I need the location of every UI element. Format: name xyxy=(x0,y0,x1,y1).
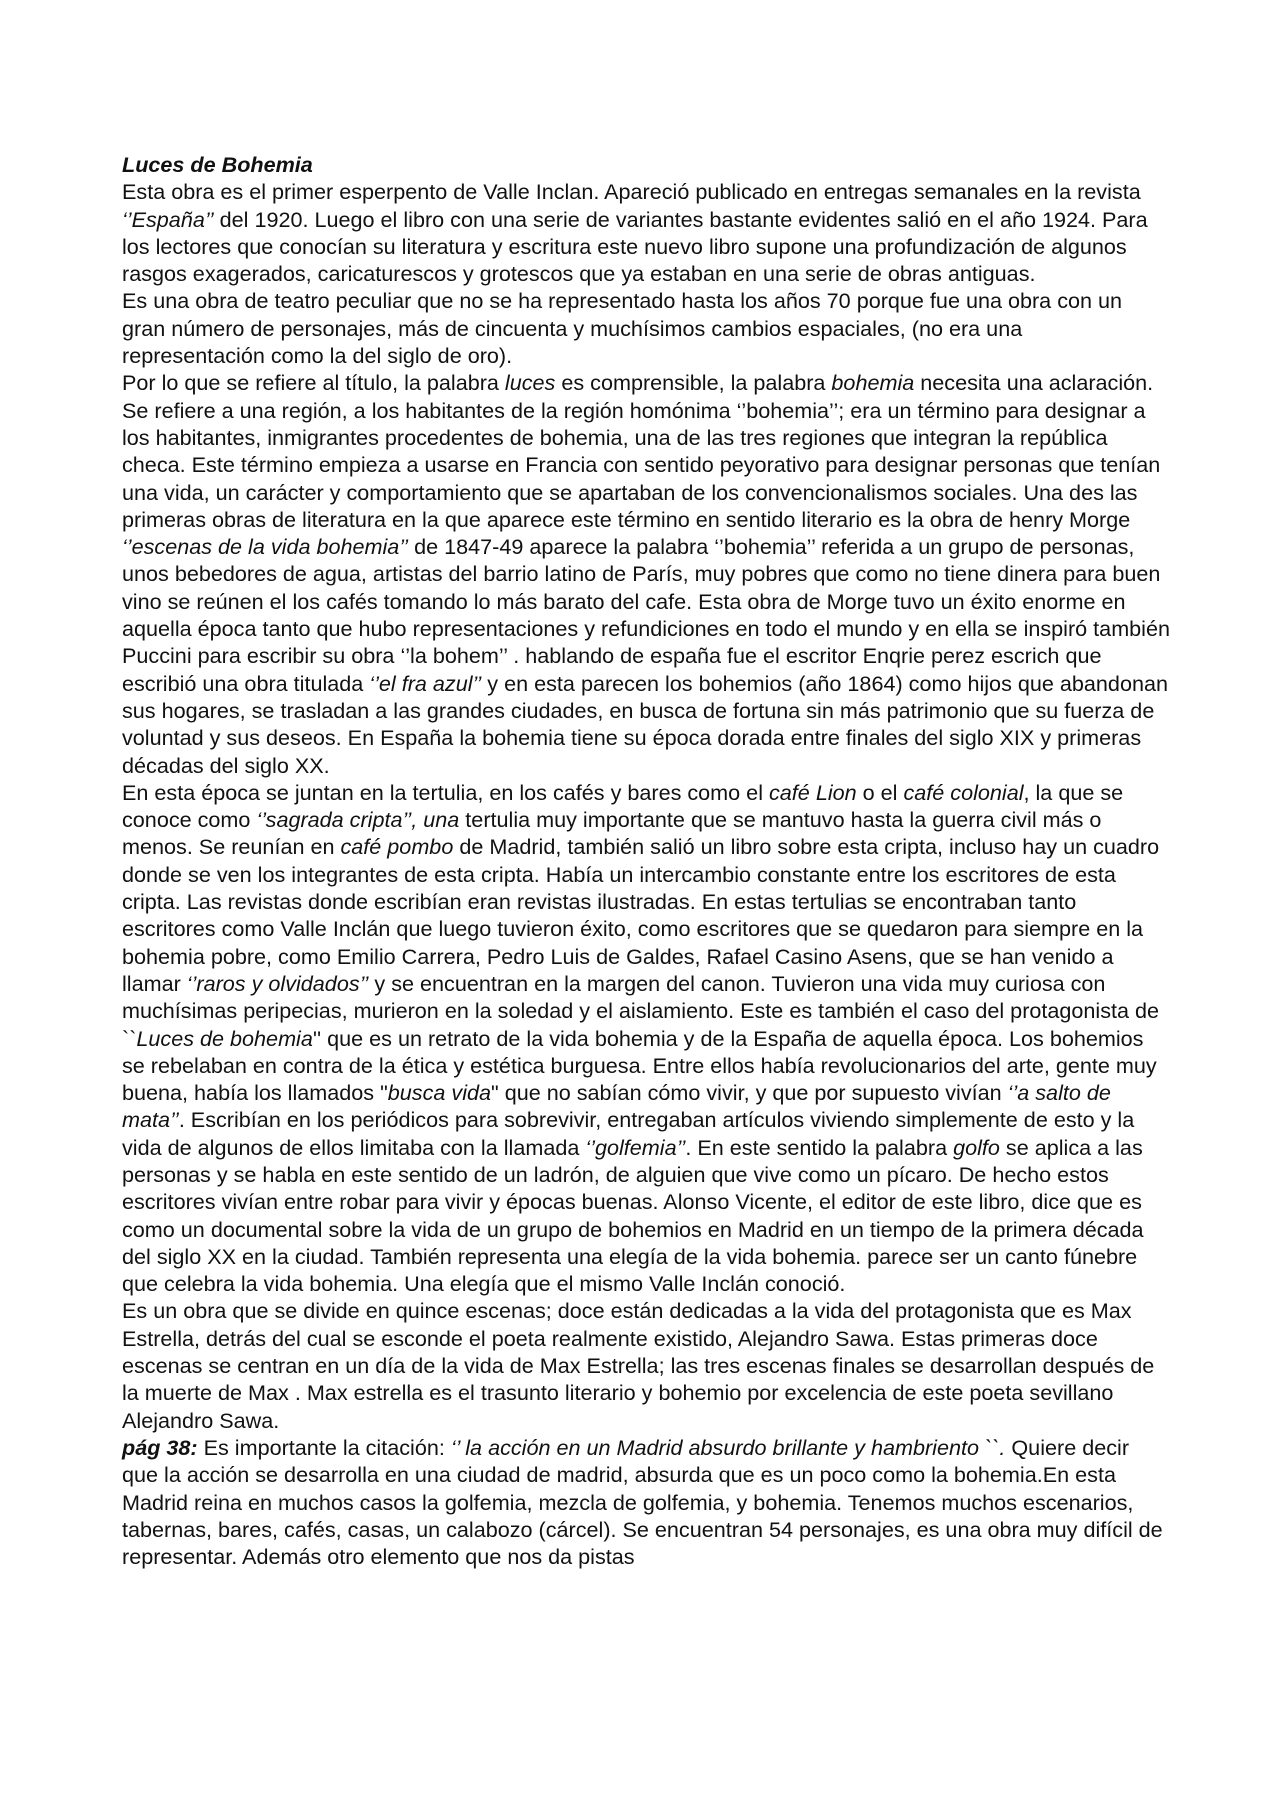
italic-run: ‘’a salto de mata’’ xyxy=(122,1080,1111,1133)
italic-run: café pombo xyxy=(340,834,454,860)
text-run: tertulia muy importante que se mantuvo hasta la guerra civil más o menos. Se reunían en xyxy=(122,807,1102,860)
quotation: ‘’ la acción en un Madrid absurdo brillante y hambriento ``. xyxy=(450,1434,1006,1460)
page-reference: pág 38: xyxy=(122,1434,198,1460)
text-run: Esta obra es el primer esperpento de Valle Inclan. Apareció publicado en entregas semanales en la revista xyxy=(122,179,1141,205)
italic-run: golfo xyxy=(953,1134,1000,1160)
title-text: Luces de Bohemia xyxy=(122,152,313,177)
text-run: y se encuentran en la margen del canon. Tuvieron una vida muy curiosa con muchísimas peripecias, murieron en la soledad y el aislamiento. Este es también el caso del protagonista de `` xyxy=(122,970,1160,1051)
text-run: de 1847-49 aparece la palabra ‘’bohemia’’ referida a un grupo de personas, unos bebedores de agua, artistas del barrio latino de París, muy pobres que como no tiene dinera para buen vino se reúnen el los cafés tomando lo más barato del cafe. Esta obra de Morge tuvo un éxito enorme en aquella época tanto que hubo representaciones y refundiciones en todo el mundo y en ella se inspiró también Puccini para escribir su obra ‘’la bohem’’ . hablando de españa fue el escritor Enqrie perez escrich que escribió una obra titulada xyxy=(122,534,1171,696)
paragraph-page-38 xyxy=(122,1434,1170,1570)
italic-run: café colonial xyxy=(903,779,1024,805)
italic-run: ‘’golfemia’’ xyxy=(585,1134,686,1160)
text-run: , la que se conoce como xyxy=(122,779,1124,833)
text-run: Por lo que se refiere al título, la palabra xyxy=(122,370,505,396)
paragraph-title-meaning xyxy=(122,369,1170,778)
text-run: " que no sabían cómo vivir, y que por supuesto vivían xyxy=(491,1080,1008,1106)
italic-run: luces xyxy=(504,370,556,396)
italic-run: ‘’raros y olvidados’’ xyxy=(186,970,369,996)
text-run: '' que es un retrato de la vida bohemia y de la España de aquella época. Los bohemios se rebelaban en contra de la ética y estética burguesa. Entre ellos había revolucionarios del arte, gente muy buena, había los llamados " xyxy=(122,1025,1157,1106)
italic-run: café Lion xyxy=(769,779,857,805)
text-run: necesita una aclaración. Se refiere a una región, a los habitantes de la región homónima ‘’bohemia’’; era un término para designar a los habitantes, inmigrantes procedentes de bohemia, una de las tres regiones que integran la república checa. Este término empieza a usarse en Francia con sentido peyorativo para designar personas que tenían una vida, un carácter y comportamiento que se apartaban de los convencionalismos sociales. Una des las primeras obras de literatura en la que aparece este término en sentido literario es la obra de henry Morge xyxy=(122,370,1161,532)
text-run: y en esta parecen los bohemios (año 1864) como hijos que abandonan sus hogares, se trasladan a las grandes ciudades, en busca de fortuna sin más patrimonio que su fuerza de voluntad y sus deseos. En España la bohemia tiene su época dorada entre finales del siglo XIX y primeras décadas del siglo XX. xyxy=(122,670,1168,778)
italic-run: bohemia xyxy=(831,370,915,396)
text-run: . En este sentido la palabra xyxy=(685,1134,954,1160)
italic-run: ‘’España’’ xyxy=(122,206,214,232)
text-run: del 1920. Luego el libro con una serie de variantes bastante evidentes salió en el año 1924. Para los lectores que conocían su literatura y escritura este nuevo libro supone una profundización de algunos rasgos exagerados, caricaturescos y grotescos que ya estaban en una serie de obras antiguas. xyxy=(122,206,1148,287)
text-run: es comprensible, la palabra xyxy=(555,370,832,396)
paragraph-tertulia xyxy=(122,779,1170,1298)
document-page xyxy=(122,151,1170,1570)
italic-run: ‘’el fra azul’’ xyxy=(369,670,482,696)
text-run: Quiere decir que la acción se desarrolla en una ciudad de madrid, absurda que es un poco como la bohemia.En esta Madrid reina en muchos casos la golfemia, mezcla de golfemia, y bohemia. Tenemos muchos escenarios, tabernas, bares, cafés, casas, un calabozo (cárcel). Se encuentran 54 personajes, es una obra muy difícil de representar. Además otro elemento que nos da pistas xyxy=(122,1434,1163,1570)
document-title xyxy=(122,151,1170,178)
italic-run: ‘’escenas de la vida bohemia’’ xyxy=(122,534,409,560)
text-run: de Madrid, también salió un libro sobre esta cripta, incluso hay un cuadro donde se ven los integrantes de esta cripta. Había un intercambio constante entre los escritores de esta cripta. Las revistas donde escribían eran revistas ilustradas. En estas tertulias se encontraban tanto escritores como Valle Inclán que luego tuvieron éxito, como escritores que se quedaron para siempre en la bohemia pobre, como Emilio Carrera, Pedro Luis de Galdes, Rafael Casino Asens, que se han venido a llamar xyxy=(122,834,1160,996)
text-run: En esta época se juntan en la tertulia, en los cafés y bares como el xyxy=(122,779,769,805)
text-run: o el xyxy=(856,779,904,805)
text-run: . Escribían en los periódicos para sobrevivir, entregaban artículos viviendo simplemente de esto y la vida de algunos de ellos limitaba con la llamada xyxy=(122,1107,1135,1160)
paragraph-intro xyxy=(122,178,1170,287)
italic-run: Luces de bohemia xyxy=(136,1025,313,1051)
paragraph-structure: Es un obra que se divide en quince escenas; doce están dedicadas a la vida del protagonista que es Max Estrella, detrás del cual se esconde el poeta realmente existido, Alejandro Sawa. Estas primeras doce escenas se centran en un día de la vida de Max Estrella; las tres escenas finales se desarrollan después de la muerte de Max . Max estrella es el trasunto literario y bohemio por excelencia de este poeta sevillano Alejandro Sawa. xyxy=(122,1298,1155,1433)
paragraph-theatre: Es una obra de teatro peculiar que no se ha representado hasta los años 70 porque fue una obra con un gran número de personajes, más de cincuenta y muchísimos cambios espaciales, (no era una representación como la del siglo de oro). xyxy=(122,288,1123,369)
italic-run: ‘’sagrada cripta’’, una xyxy=(256,807,460,833)
text-run: Es importante la citación: xyxy=(197,1434,451,1460)
italic-run: busca vida xyxy=(387,1080,492,1106)
text-run: se aplica a las personas y se habla en este sentido de un ladrón, de alguien que vive como un pícaro. De hecho estos escritores vivían entre robar para vivir y épocas buenas. Alonso Vicente, el editor de este libro, dice que es como un documental sobre la vida de un grupo de bohemios en Madrid en un tiempo de la primera década del siglo XX en la ciudad. También representa una elegía de la vida bohemia. parece ser un canto fúnebre que celebra la vida bohemia. Una elegía que el mismo Valle Inclán conoció. xyxy=(122,1134,1144,1297)
